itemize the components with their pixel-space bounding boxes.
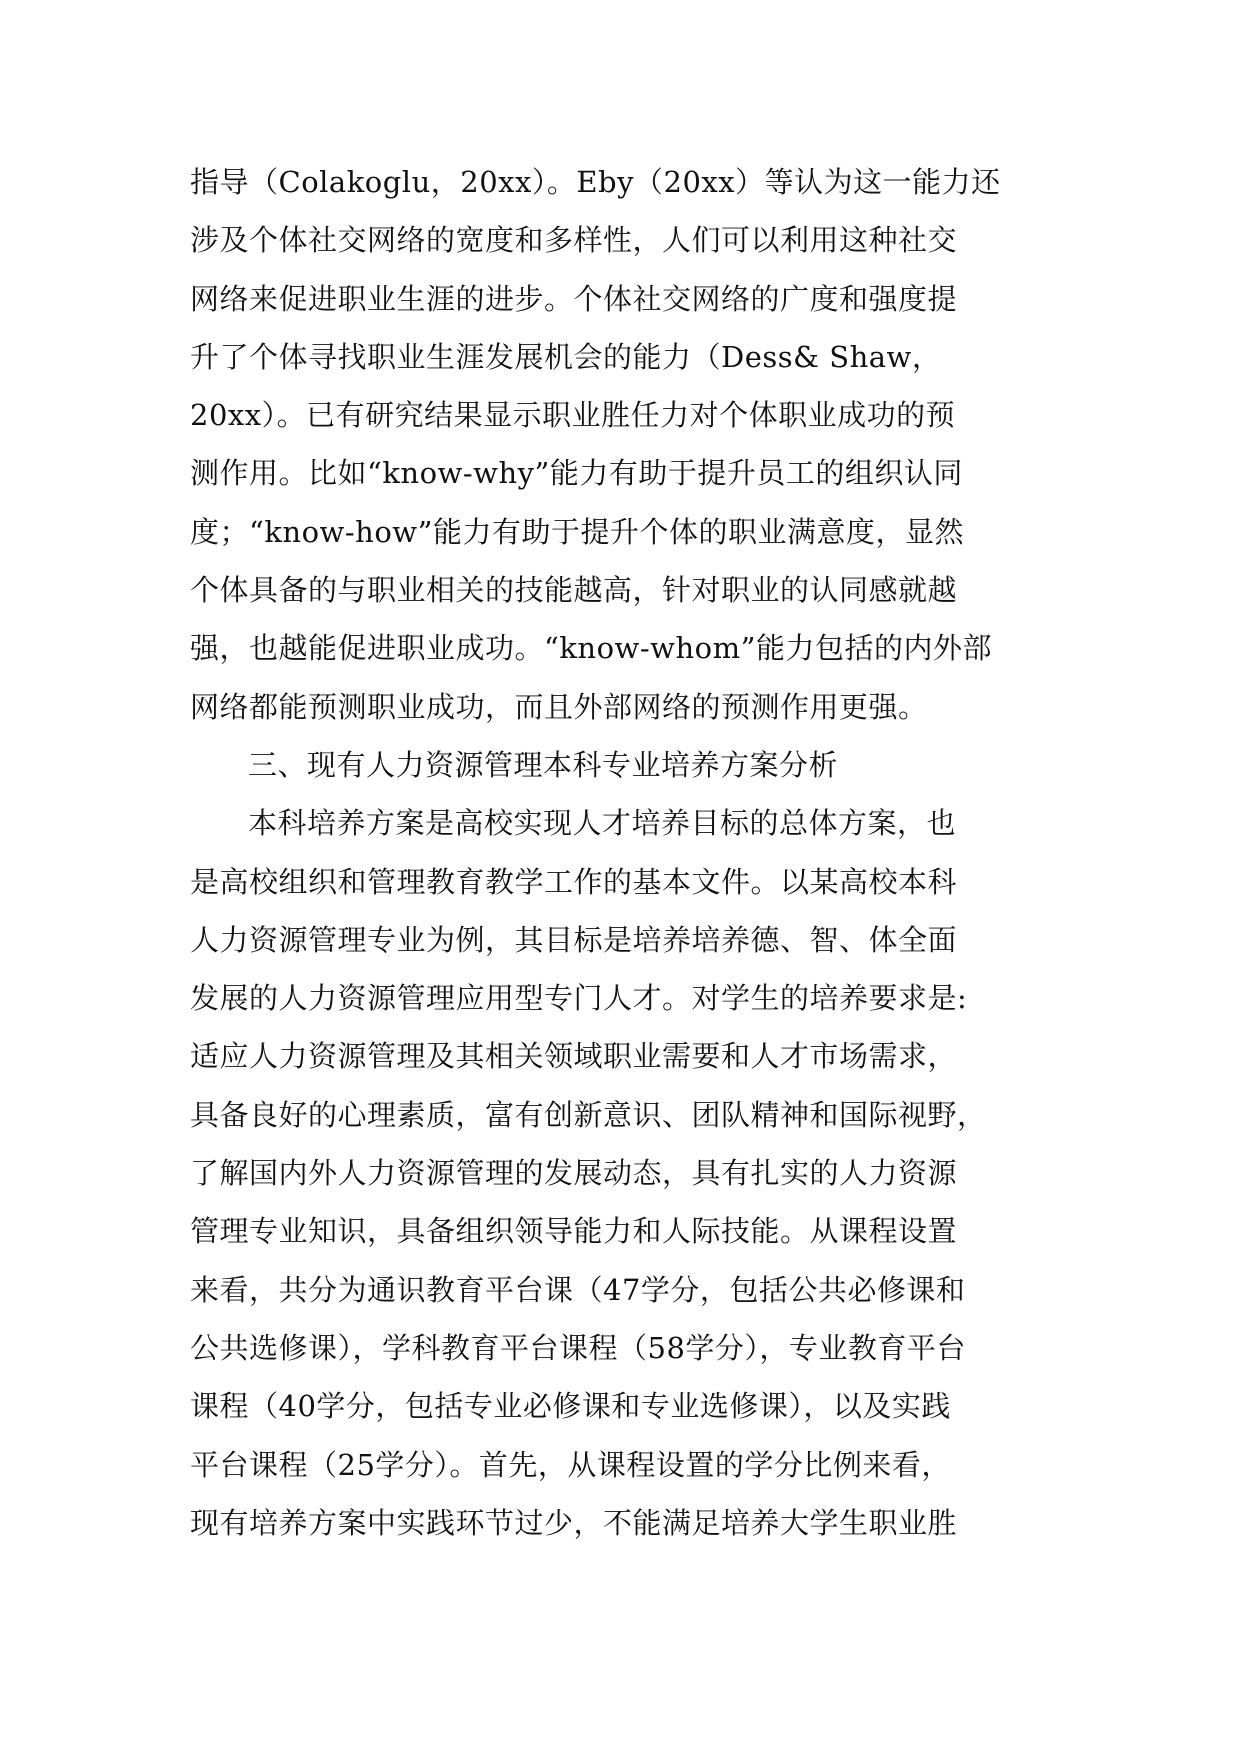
text-line-1: 指导（Colakoglu，20xx）。Eby（20xx）等认为这一能力还 xyxy=(190,165,1001,199)
text-line-23: 平台课程（25学分）。首先，从课程设置的学分比例来看， xyxy=(190,1447,951,1482)
text-line-15: 发展的人力资源管理应用型专门人才。对学生的培养要求是: xyxy=(190,981,968,1016)
text-line-24: 现有培养方案中实践环节过少，不能满足培养大学生职业胜 xyxy=(190,1505,958,1540)
text-line-21: 公共选修课），学科教育平台课程（58学分），专业教育平台 xyxy=(190,1330,966,1365)
text-line-12: 本科培养方案是高校实现人才培养目标的总体方案，也 xyxy=(248,806,957,841)
text-line-9: 强，也越能促进职业成功。“know-whom”能力包括的内外部 xyxy=(190,631,992,666)
text-line-14: 人力资源管理专业为例，其目标是培养培养德、智、体全面 xyxy=(190,922,958,957)
text-line-6: 测作用。比如“know-why”能力有助于提升员工的组织认同 xyxy=(190,456,963,491)
section-heading: 三、现有人力资源管理本科专业培养方案分析 xyxy=(248,747,839,782)
text-line-22: 课程（40学分，包括专业必修课和专业选修课），以及实践 xyxy=(190,1389,951,1424)
text-line-19: 管理专业知识，具备组织领导能力和人际技能。从课程设置 xyxy=(190,1214,958,1249)
text-line-13: 是高校组织和管理教育教学工作的基本文件。以某高校本科 xyxy=(190,864,958,899)
text-line-5: 20xx）。已有研究结果显示职业胜任力对个体职业成功的预 xyxy=(190,398,956,433)
text-line-8: 个体具备的与职业相关的技能越高，针对职业的认同感就越 xyxy=(190,573,958,608)
body-text xyxy=(190,153,1052,1552)
text-line-20: 来看，共分为通识教育平台课（47学分，包括公共必修课和 xyxy=(190,1272,966,1307)
text-line-2: 涉及个体社交网络的宽度和多样性，人们可以利用这种社交 xyxy=(190,223,958,258)
text-line-17: 具备良好的心理素质，富有创新意识、团队精神和国际视野， xyxy=(190,1097,987,1132)
text-line-7: 度；“know-how”能力有助于提升个体的职业满意度，显然 xyxy=(190,514,964,549)
text-line-10: 网络都能预测职业成功，而且外部网络的预测作用更强。 xyxy=(190,689,928,724)
text-line-16: 适应人力资源管理及其相关领域职业需要和人才市场需求， xyxy=(190,1039,958,1074)
text-line-3: 网络来促进职业生涯的进步。个体社交网络的广度和强度提 xyxy=(190,281,958,316)
text-line-4: 升了个体寻找职业生涯发展机会的能力（Dess& Shaw， xyxy=(190,339,942,374)
text-line-18: 了解国内外人力资源管理的发展动态，具有扎实的人力资源 xyxy=(190,1156,958,1191)
